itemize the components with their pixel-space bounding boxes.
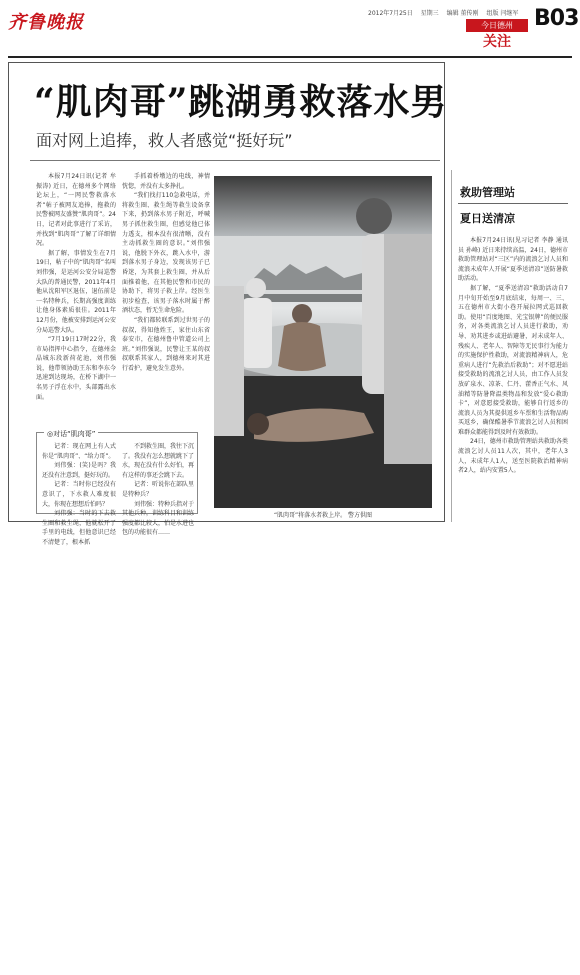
dialog-line: 记者：现在网上有人式你是“肌肉哥”、“给力哥”。 xyxy=(42,443,116,460)
sidebar-paragraph: 本报7月24日讯(见习记者 李静 通讯员 孙峰) 近日来持续高温，24日，德州市救助管理站对“三区”内的流浪乞讨人员和流浪未成年人开展“夏季送清凉”送防暑救助活动。 xyxy=(458,237,568,283)
sidebar-body xyxy=(458,236,568,520)
article-paragraph: “我们都转联系到过世男子的叔叔，得知他姓王，家住山东省泰安市，在德州鲁中管道公司上班。”刘伟强说，民警让王某的叔叔联系其家人，到德州来对其进行看护，避免发生意外。 xyxy=(122,316,210,372)
article-paragraph: 据了解，事情发生在7月19日，帖子中的“肌肉哥”名叫刘伟强，是运河公安分局巡警大队的普通民警，2011年4月他从沈阳军区退伍，退伍前是一名特种兵，长期高强度训练让他身体素质很佳。2011年12月份，他被安排到运河公安分局巡警大队。 xyxy=(36,249,116,334)
designer-credit: 组版 闫继军 xyxy=(486,10,519,17)
dialog-column-2 xyxy=(122,442,195,537)
dialog-line: 刘伟强：特种兵指对于其他兵种，训练科目和训练强度都比较大，怕是水进也包的功能很有…… xyxy=(122,500,195,537)
sidebar-title: 救助管理站 xyxy=(460,186,515,199)
issue-weekday: 星期三 xyxy=(420,10,439,17)
issue-date: 2012年7月25日 xyxy=(368,10,413,17)
rescue-photo-illustration xyxy=(214,176,432,508)
sidebar-paragraph: 24日，德州市救助管理站共救助各类流浪乞讨人员11人次，其中，老年人3人，未成年人1人，送至医院救治精神病者2人，站内安置5人。 xyxy=(458,438,568,475)
editor-credit: 编辑 董传刚 xyxy=(446,10,479,17)
page-number: B03 xyxy=(534,6,579,31)
sidebar-title-rule xyxy=(458,203,568,204)
article-column-2 xyxy=(122,172,210,427)
section-tag: 今日德州 xyxy=(466,19,528,32)
dialog-column-1 xyxy=(42,442,116,546)
section-box xyxy=(466,19,528,53)
article-paragraph: 本报7月24日讯(记者 牟振涛) 近日，在德州多个网络论坛上，“一网民警救落水者”帖子被网友追捧，拖救的民警被网友盛赞“肌肉哥”。24日，记者对此事进行了采访，并找到“肌肉哥”了解了详细情况。 xyxy=(36,173,116,248)
dialog-line: 刘伟强：当时的下去救生圈和救生绳，他就松开了手里的电线，但他意识已经不清楚了，根本抓 xyxy=(42,510,116,546)
headline-rule xyxy=(30,160,440,161)
article-paragraph: “7月19日17时22分，我市局指挥中心指令，在德州金晶城东段新荷花池，刘伟强说，他带领协助王东和李东今迅速到达现场，在桥下湖中一名男子浮在水中，头部露出水面。 xyxy=(36,336,116,401)
dialog-line: 记者：当时你已经没有意识了，下水救人难度很大，你现在想想后怕吗？ xyxy=(42,481,116,508)
article-paragraph: “我们找打110急救电话，并将救生圈、救生绳等救生设备拿下来，扔到落水男子附近，呼喊男子抓住救生圈，但感觉他已体力透支，根本没有很清晰，没有主动抓救生圈的意识。”刘伟强说，他脱下外衣，跳入水中，游到落水男子身边，发现该男子已昏迷，为其套上救生圈，并从后面推着他，在其他民警和市民的协助下，将男子救上岸。经医生初步检查，该男子落水时属于醉酒状态，暂无生命危险。 xyxy=(122,192,210,315)
dateline xyxy=(368,8,524,17)
section-label: 关注 xyxy=(483,34,511,50)
masthead-rule xyxy=(8,56,572,58)
rescue-photo xyxy=(214,176,432,508)
article-column-1 xyxy=(36,172,116,427)
dialog-line: 刘伟强：(笑)是吗？我还没有注意到，挺好玩的。 xyxy=(42,462,116,479)
masthead xyxy=(0,0,580,56)
dialog-title: ◎对话“肌肉哥” xyxy=(44,429,98,439)
photo-caption: “肌肉哥”将落水者救上岸。 警方供图 xyxy=(273,512,373,519)
article-paragraph: 手抓着桥墩边的电线，神情恍惚，并没有太多挣扎。 xyxy=(122,173,210,190)
sidebar-subtitle: 夏日送清凉 xyxy=(460,212,515,225)
dialog-line: 不到救生圈，我往下沉了。我没有怎么想就跳下了水，现在没有什么好怕，再有这样的事还会跳下去。 xyxy=(122,443,195,479)
article-subhead: 面对网上追捧，救人者感觉“挺好玩” xyxy=(36,131,293,150)
dialog-line: 记者：听说你在部队里是特种兵？ xyxy=(122,481,195,498)
sidebar-paragraph: 据了解，“夏季送清凉”救助活动自7月中旬开始至9月底结束，每周一、三、五在德州市大街小巷开展拉网式巡回救助。使用“百度地图、光宝银牌”的便民服务，对各类流浪乞讨人员进行救助，劝导、劝其进乡或进站避暑，对未成年人、残疾人、老年人、智障等无民事行为能力的实施保护性救助，对流浪精神病人，危重病人进行“先救治后救助”；对不愿进站接受救助的流浪乞讨人员，由工作人员发放矿泉水、凉茶、仁丹、藿香正气水、风油精等防暑降温类物品和发放“爱心救助卡”，对意愿接受救助，能够自行返乡的流浪人员为其提供返乡车票和生活物品购买返乡，确保酷暑季节流浪乞讨人员和困难群众都能得到及时有效救助。 xyxy=(458,284,568,436)
newspaper-logo: 齐鲁晚报 xyxy=(8,12,84,33)
article-headline: “肌肉哥”跳湖勇救落水男 xyxy=(34,81,448,123)
